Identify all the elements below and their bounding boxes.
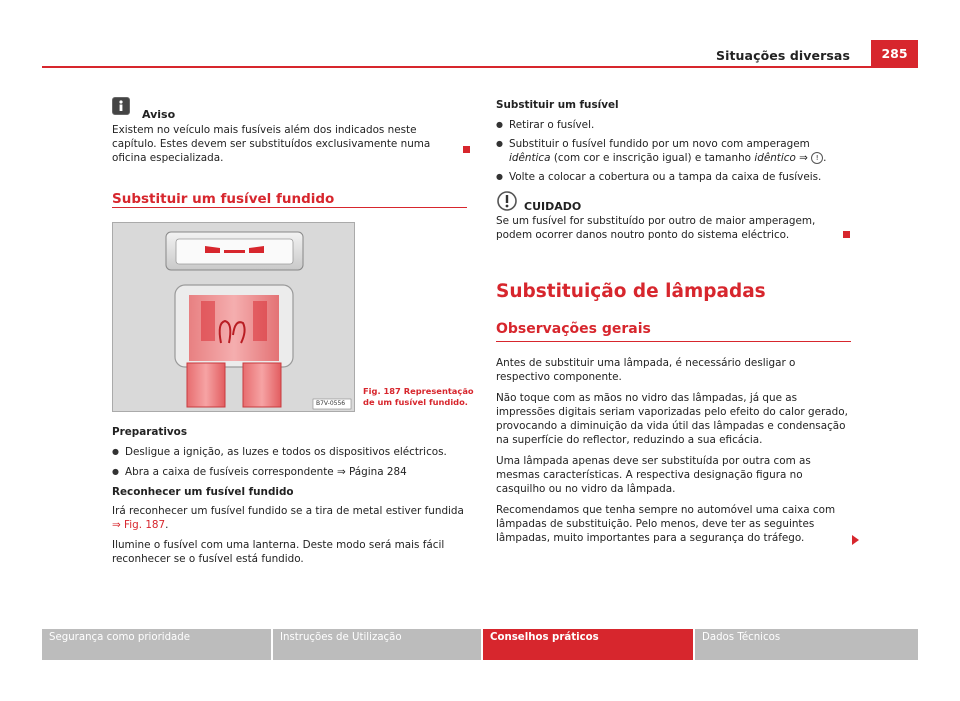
section-rule — [112, 207, 467, 208]
right-column — [496, 98, 851, 184]
right-body — [496, 356, 851, 545]
body-paragraph: Não toque com as mãos no vidro das lâmpadas, já que as impressões digitais seriam vaporizadas pelo efeito do calor gerado, provocando a diminuição da vida útil das lâmpadas e condensação na superfície do reflector, reduzindo a sua eficácia. — [496, 392, 848, 446]
subsection-title: Observações gerais — [496, 321, 651, 337]
caution-ref-icon[interactable]: ! — [811, 152, 823, 164]
replace-item: ● Volte a colocar a cobertura ou a tampa da caixa de fusíveis. — [496, 170, 851, 184]
chapter-title: Substituição de lâmpadas — [496, 281, 766, 302]
section-title: Substituir um fusível fundido — [112, 191, 335, 207]
figure-caption — [363, 386, 474, 408]
left-body: Preparativos ● Desligue a ignição, as luzes e todos os dispositivos eléctricos. ● Abra a caixa de fusíveis correspondente ⇒ Página 284 Reconhecer um fusível fundido Irá reconhecer um fusível fundido se a tira de metal estiver fundida ⇒ Fig. 187. Ilumine o fusível com uma lanterna. Deste modo será mais fácil reconhecer se o fusível está fundido. — [112, 425, 472, 566]
illuminate-text: Ilumine o fusível com uma lanterna. Deste modo será mais fácil reconhecer se o fusível está fundido. — [112, 539, 445, 565]
prep-heading: Preparativos — [112, 426, 187, 438]
prep-item: ● Desligue a ignição, as luzes e todos os dispositivos eléctricos. — [112, 445, 472, 459]
page-number: 285 — [871, 40, 918, 68]
body-paragraph: Antes de substituir uma lâmpada, é necessário desligar o respectivo componente. — [496, 357, 796, 383]
replace-item-text: Substituir o fusível fundido por um novo com amperagem — [509, 138, 810, 150]
recognize-heading: Reconhecer um fusível fundido — [112, 486, 294, 498]
cuidado-title: CUIDADO — [524, 200, 582, 213]
emphasis-text: idêntico — [754, 152, 796, 164]
figure-caption-line2: de um fusível fundido. — [363, 397, 468, 407]
aviso-title: Aviso — [142, 108, 176, 121]
replace-item-text: (com cor e inscrição igual) e tamanho — [550, 152, 755, 164]
end-marker-icon — [843, 231, 850, 238]
end-marker-icon — [463, 146, 470, 153]
continue-arrow-icon — [852, 535, 859, 545]
left-column — [112, 97, 472, 165]
footer-tab-technical-data[interactable]: Dados Técnicos — [695, 629, 918, 660]
footer-tab-instructions[interactable]: Instruções de Utilização — [273, 629, 481, 660]
figure-caption-line1: Fig. 187 Representação — [363, 386, 474, 396]
fuse-illustration — [113, 223, 354, 411]
emphasis-text: idêntica — [509, 152, 551, 164]
footer-tab-safety[interactable]: Segurança como prioridade — [42, 629, 271, 660]
aviso-heading — [112, 97, 472, 121]
prep-item: ● Abra a caixa de fusíveis correspondente ⇒ Página 284 — [112, 465, 472, 479]
replace-heading: Substituir um fusível — [496, 99, 619, 111]
figure-code: B7V-0556 — [316, 400, 346, 407]
replace-item: ● Retirar o fusível. — [496, 118, 851, 132]
aviso-text: Existem no veículo mais fusíveis além dos indicados neste capítulo. Estes devem ser substituídos exclusivamente numa oficina especializada. — [112, 124, 431, 164]
cuidado-text: Se um fusível for substituído por outro de maior amperagem, podem ocorrer danos noutro ponto do sistema eléctrico. — [496, 215, 816, 241]
recognize-text: Irá reconhecer um fusível fundido se a tira de metal estiver fundida — [112, 505, 464, 517]
figure-link[interactable]: ⇒ Fig. 187 — [112, 519, 166, 531]
replace-item: ● Substituir o fusível fundido por um novo com amperagem idêntica (com cor e inscrição igual) e tamanho idêntico ⇒ ! . — [496, 137, 851, 165]
footer-tab-practical-tips[interactable]: Conselhos práticos — [483, 629, 693, 660]
info-icon — [112, 97, 130, 115]
body-paragraph: Recomendamos que tenha sempre no automóvel uma caixa com lâmpadas de substituição. Pelo menos, deve ter as seguintes lâmpadas, muito importantes para a segurança do tráfego. — [496, 504, 836, 544]
replace-item-text: ⇒ — [795, 152, 812, 164]
subsection-rule — [496, 341, 851, 342]
fuse-figure — [112, 222, 355, 412]
body-paragraph: Uma lâmpada apenas deve ser substituída por outra com as mesmas características. A respectiva designação figura no casquilho ou no vidro da lâmpada. — [496, 455, 811, 495]
warning-icon — [496, 190, 518, 212]
header-rule — [42, 66, 918, 68]
page-header-title: Situações diversas — [715, 48, 850, 63]
